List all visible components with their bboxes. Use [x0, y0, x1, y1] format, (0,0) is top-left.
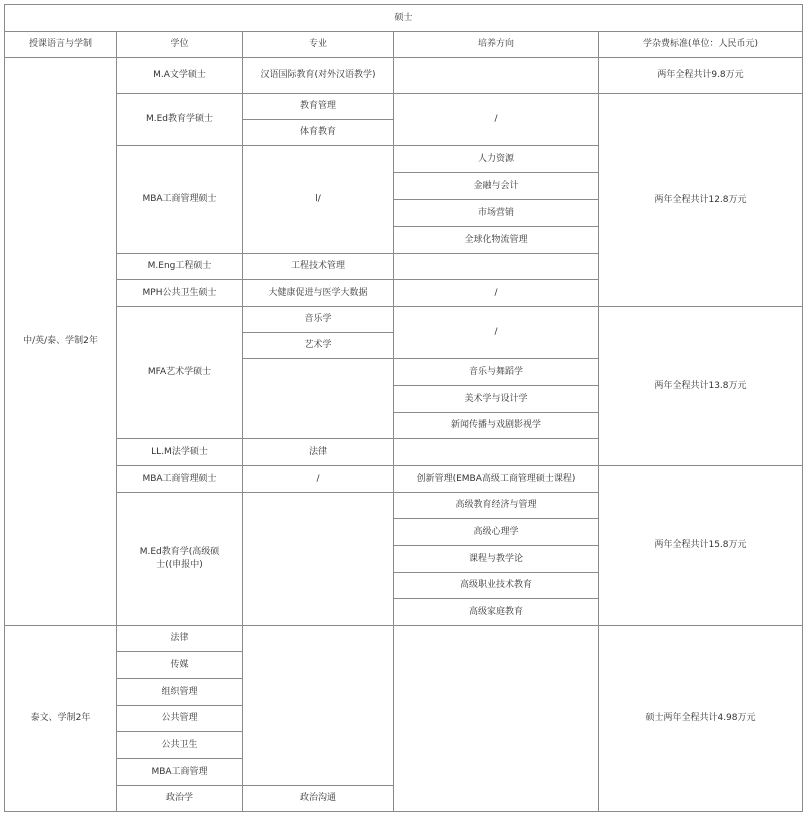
- direction-cell: [394, 626, 599, 812]
- title-row: [5, 5, 803, 32]
- table-row: [5, 307, 803, 333]
- degree-cell: [117, 493, 243, 626]
- degree-cell: MBA工商管理硕士: [117, 146, 243, 254]
- fee-cell: 两年全程共计9.8万元: [599, 58, 803, 94]
- table-title: 硕士: [5, 5, 803, 32]
- header-fee: 学杂费标准(单位：人民币元): [599, 32, 803, 58]
- table-row: [5, 94, 803, 120]
- major-cell: [243, 626, 394, 786]
- direction-cell: /: [394, 307, 599, 359]
- degree-cell: 公共卫生: [117, 732, 243, 759]
- major-cell: 教育管理: [243, 94, 394, 120]
- major-cell: [243, 493, 394, 626]
- major-cell: 艺术学: [243, 333, 394, 359]
- direction-cell: [394, 58, 599, 94]
- fee-cell: 两年全程共计12.8万元: [599, 94, 803, 307]
- direction-cell: 全球化物流管理: [394, 227, 599, 254]
- direction-cell: 金融与会计: [394, 173, 599, 200]
- major-cell: 汉语国际教育(对外汉语教学): [243, 58, 394, 94]
- degree-cell: 法律: [117, 626, 243, 652]
- major-cell: 法律: [243, 439, 394, 466]
- language-cell: 中/英/泰、学制2年: [5, 58, 117, 626]
- degree-senior-label: M.Ed教育学(高级硕士((申报中): [139, 547, 220, 570]
- degree-cell: 组织管理: [117, 679, 243, 706]
- major-cell: 政治沟通: [243, 786, 394, 812]
- major-cell: 工程技术管理: [243, 254, 394, 280]
- direction-cell: 高级心理学: [394, 519, 599, 546]
- major-cell: 大健康促进与医学大数据: [243, 280, 394, 307]
- table-row: [5, 58, 803, 94]
- direction-cell: 高级职业技术教育: [394, 573, 599, 599]
- direction-cell: 音乐与舞蹈学: [394, 359, 599, 386]
- major-cell: l/: [243, 146, 394, 254]
- direction-cell: 课程与教学论: [394, 546, 599, 573]
- degree-cell: MBA工商管理: [117, 759, 243, 786]
- language-cell: 泰文、学制2年: [5, 626, 117, 812]
- header-degree: 学位: [117, 32, 243, 58]
- header-direction: 培养方向: [394, 32, 599, 58]
- degree-cell: 传媒: [117, 652, 243, 679]
- direction-cell: 高级教育经济与管理: [394, 493, 599, 519]
- header-language: 授课语言与学制: [5, 32, 117, 58]
- table-row: [5, 466, 803, 493]
- degree-cell: MFA艺术学硕士: [117, 307, 243, 439]
- degree-cell: 公共管理: [117, 706, 243, 732]
- degree-cell: M.A文学硕士: [117, 58, 243, 94]
- header-major: 专业: [243, 32, 394, 58]
- fee-cell: 硕士两年全程共计4.98万元: [599, 626, 803, 812]
- degree-cell: LL.M法学硕士: [117, 439, 243, 466]
- direction-cell: 高级家庭教育: [394, 599, 599, 626]
- direction-cell: 人力资源: [394, 146, 599, 173]
- direction-cell: [394, 439, 599, 466]
- fee-cell: 两年全程共计15.8万元: [599, 466, 803, 626]
- direction-cell: /: [394, 280, 599, 307]
- fee-cell: 两年全程共计13.8万元: [599, 307, 803, 466]
- direction-cell: 创新管理(EMBA高级工商管理硕士课程): [394, 466, 599, 493]
- table-row: [5, 626, 803, 652]
- degree-cell: MBA工商管理硕士: [117, 466, 243, 493]
- major-cell: /: [243, 466, 394, 493]
- header-row: [5, 32, 803, 58]
- degree-cell: MPH公共卫生硕士: [117, 280, 243, 307]
- direction-cell: 新闻传播与戏剧影视学: [394, 413, 599, 439]
- degree-cell: 政治学: [117, 786, 243, 812]
- direction-cell: /: [394, 94, 599, 146]
- major-cell: 音乐学: [243, 307, 394, 333]
- degree-cell: M.Eng工程硕士: [117, 254, 243, 280]
- direction-cell: 美术学与设计学: [394, 386, 599, 413]
- degree-cell: M.Ed教育学硕士: [117, 94, 243, 146]
- direction-cell: 市场营销: [394, 200, 599, 227]
- tuition-table: [4, 4, 803, 812]
- major-cell: 体育教育: [243, 120, 394, 146]
- major-cell: [243, 359, 394, 439]
- direction-cell: [394, 254, 599, 280]
